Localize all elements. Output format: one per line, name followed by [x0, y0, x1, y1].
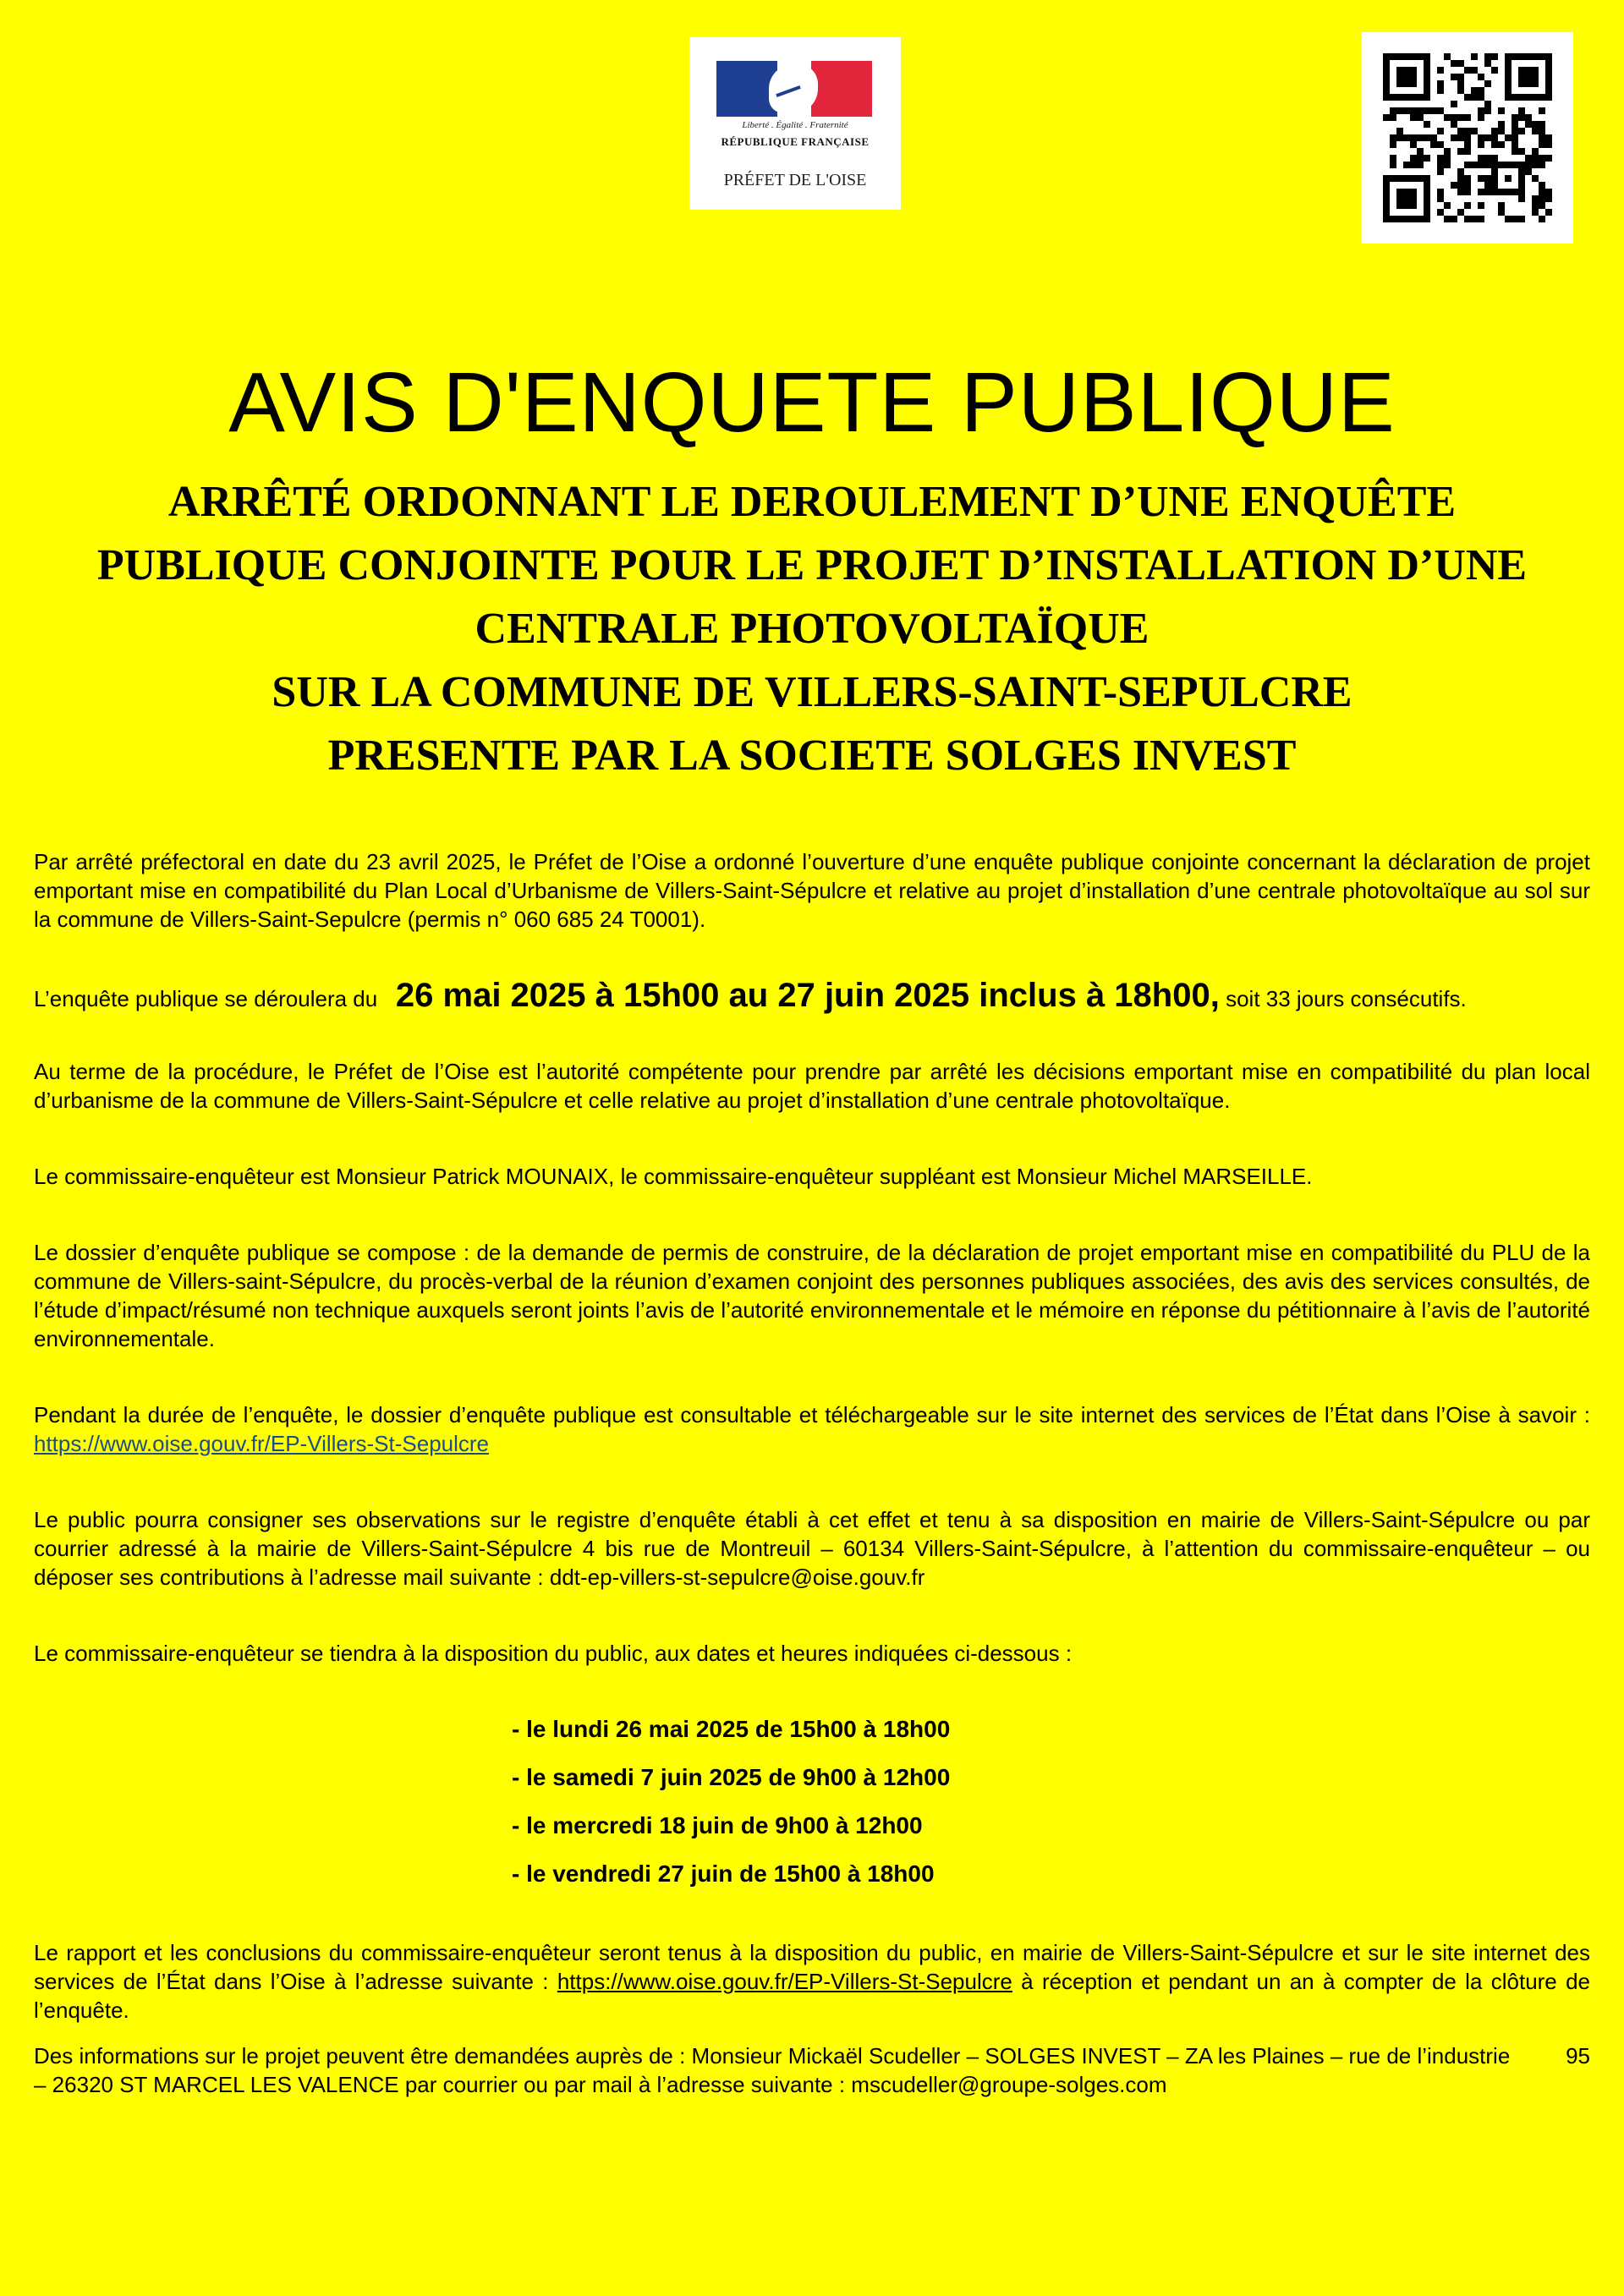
list-item: - le lundi 26 mai 2025 de 15h00 à 18h00	[512, 1716, 951, 1742]
dates-duration: soit 33 jours consécutifs.	[1226, 986, 1467, 1011]
page-title: AVIS D'ENQUETE PUBLIQUE	[228, 355, 1396, 450]
list-item: - le samedi 7 juin 2025 de 9h00 à 12h00	[512, 1764, 951, 1790]
notice-body	[34, 847, 1590, 2099]
paragraph-permanences: Le commissaire-enquêteur se tiendra à la disposition du public, aux dates et heures indiquées ci-dessous :	[34, 1641, 1073, 1666]
subtitle-line: PUBLIQUE CONJOINTE POUR LE PROJET D’INSTALLATION D’UNE	[96, 541, 1528, 589]
paragraph-observations: Le public pourra consigner ses observations sur le registre d’enquête établi à cet effet et tenu à sa disposition en mairie de Villers-Saint-Sépulcre ou par courrier adressé à la mairie de Villers-Saint-Sépulcre 4 bis rue de Montreuil – 60134 Villers-Saint-Sépulcre, à l’attention du commissaire-enquêteur – ou déposer ses contributions à l’adresse mail suivante : ddt-ep-villers-st-sepulcre@oise.gouv.fr	[34, 1507, 1590, 1590]
subtitle-line: SUR LA COMMUNE DE VILLERS-SAINT-SEPULCRE	[272, 668, 1352, 716]
rapport-text-end: à réception et pendant un an à compter de la clôture de l’enquête.	[34, 1969, 1590, 2023]
subtitle-line: CENTRALE PHOTOVOLTAÏQUE	[475, 605, 1149, 653]
list-item: - le vendredi 27 juin de 15h00 à 18h00	[512, 1860, 935, 1887]
logo-republique: RÉPUBLIQUE FRANÇAISE	[721, 135, 870, 148]
rapport-text: Le rapport et les conclusions du commissaire-enquêteur seront tenus à la disposition du public, en mairie de Villers-Saint-Sépulcre et sur le site internet des services de l’État dans l’Oise à l’adresse suivante :	[34, 1940, 1590, 1994]
paragraph-competence: Au terme de la procédure, le Préfet de l’Oise est l’autorité compétente pour prendre par arrêté les décisions emportant mise en compatibilité du plan local d’urbanisme de la commune de Villers-Saint-Sépulcre et celle relative au projet d’installation d’une centrale photovoltaïque.	[34, 1059, 1590, 1113]
qr-code-icon	[1383, 53, 1552, 222]
subtitle	[34, 470, 1590, 787]
paragraph-dossier: Le dossier d’enquête publique se compose : de la demande de permis de construire, de la déclaration de projet emportant mise en compatibilité du PLU de la commune de Villers-saint-Sépulcre, du procès-verbal de la réunion d’examen conjoint des personnes publiques associées, des avis des services consultés, de l’étude d’impact/résumé non technique auxquels seront joints l’avis de l’autorité environnementale et le mémoire en réponse du pétitionnaire à l’avis de l’autorité environnementale.	[34, 1240, 1590, 1351]
page-number: 95	[1566, 2043, 1590, 2069]
enquiry-dates: 26 mai 2025 à 15h00 au 27 juin 2025 inclus à 18h00,	[395, 977, 1220, 1014]
subtitle-line: PRESENTE PAR LA SOCIETE SOLGES INVEST	[327, 732, 1297, 780]
consultation-text: Pendant la durée de l’enquête, le dossier d’enquête publique est consultable et téléchargeable sur le site internet des services de l’État dans l’Oise à savoir :	[34, 1402, 1590, 1427]
french-flag-icon	[716, 61, 872, 117]
rapport-link[interactable]: https://www.oise.gouv.fr/EP-Villers-St-Sepulcre	[557, 1969, 1012, 1994]
paragraph-rapport	[34, 1938, 1590, 2025]
paragraph-commissaire: Le commissaire-enquêteur est Monsieur Patrick MOUNAIX, le commissaire-enquêteur suppléant est Monsieur Michel MARSEILLE.	[34, 1164, 1313, 1189]
permanence-schedule	[512, 1705, 1590, 1898]
subtitle-line: ARRÊTÉ ORDONNANT LE DEROULEMENT D’UNE ENQUÊTE	[167, 478, 1457, 526]
logo-prefet: PRÉFET DE L'OISE	[723, 171, 867, 189]
paragraph-arrete: Par arrêté préfectoral en date du 23 avril 2025, le Préfet de l’Oise a ordonné l’ouverture d’une enquête publique conjointe concernant la déclaration de projet emportant mise en compatibilité du Plan Local d’Urbanisme de Villers-Saint-Sépulcre et relative au projet d’installation d’une centrale photovoltaïque au sol sur la commune de Villers-Saint-Sepulcre (permis n° 060 685 24 T0001).	[34, 849, 1590, 932]
qr-code[interactable]	[1362, 32, 1573, 244]
prefecture-logo	[689, 37, 901, 210]
paragraph-dates	[34, 977, 1590, 1014]
dossier-link[interactable]: https://www.oise.gouv.fr/EP-Villers-St-Sepulcre	[34, 1431, 490, 1456]
list-item: - le mercredi 18 juin de 9h00 à 12h00	[512, 1812, 923, 1838]
paragraph-consultation	[34, 1400, 1590, 1458]
footer	[34, 2041, 1590, 2099]
marianne-icon	[769, 64, 818, 113]
logo-motto: Liberté . Égalité . Fraternité	[742, 120, 848, 130]
dates-intro: L’enquête publique se déroulera du	[34, 986, 378, 1011]
paragraph-informations: Des informations sur le projet peuvent être demandées auprès de : Monsieur Mickaël Scudeller – SOLGES INVEST – ZA les Plaines – rue de l’industrie – 26320 ST MARCEL LES VALENCE par courrier ou par mail à l’adresse suivante : mscudeller@groupe-solges.com	[34, 2043, 1511, 2097]
